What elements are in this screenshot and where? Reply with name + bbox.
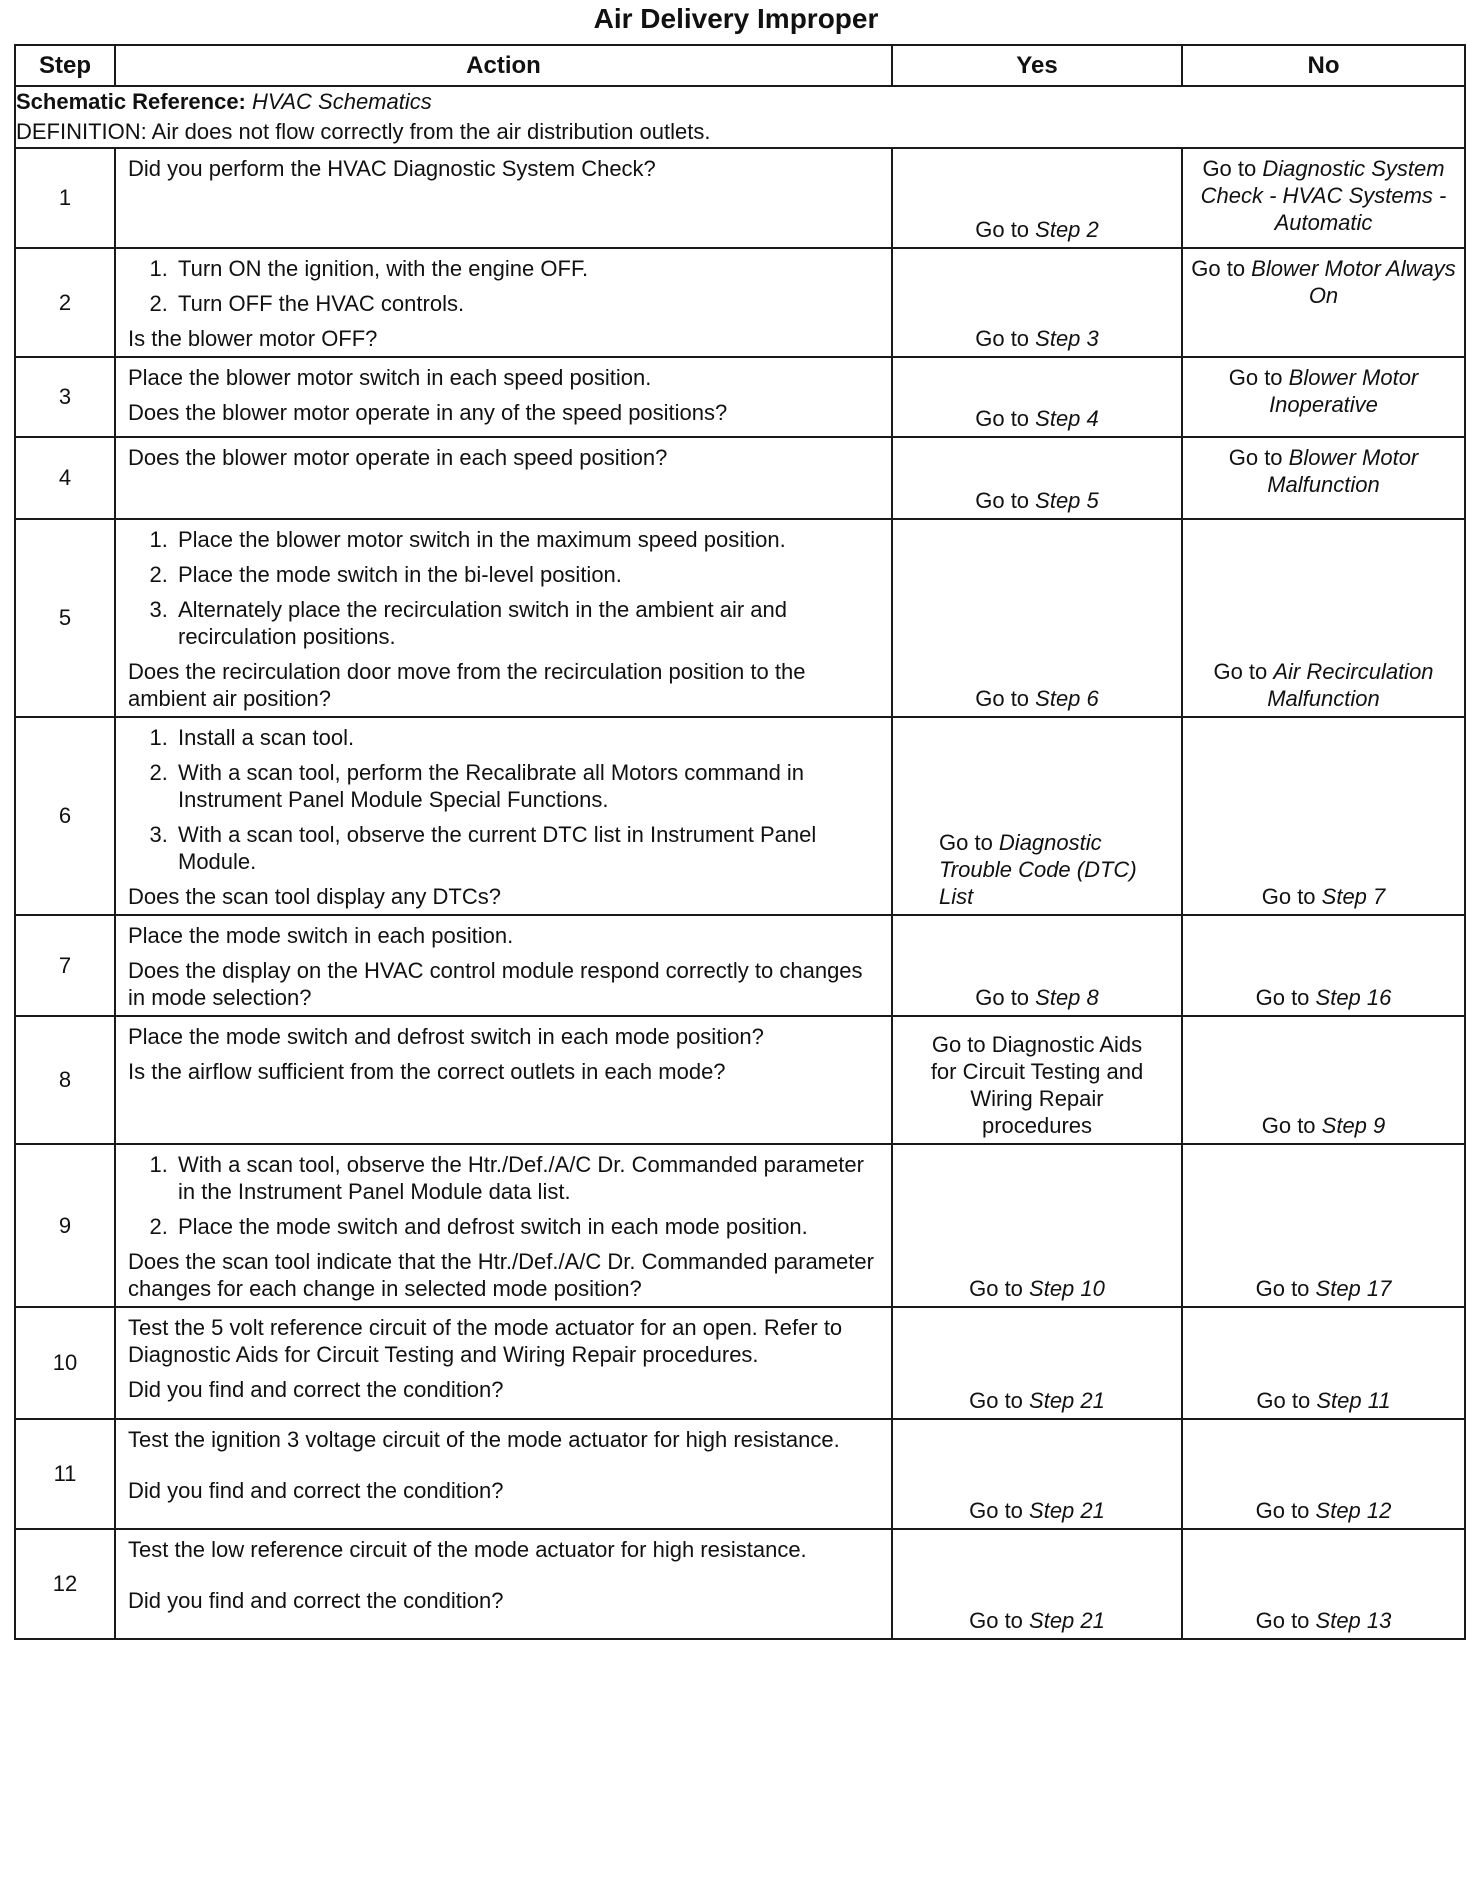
no-link[interactable] bbox=[1189, 1497, 1458, 1524]
no-prefix: Go to bbox=[1191, 256, 1252, 281]
yes-cell bbox=[892, 1529, 1182, 1639]
step-number: 12 bbox=[15, 1529, 115, 1639]
action-list-item: 2. Place the mode switch in the bi-level position. bbox=[174, 561, 879, 588]
no-link[interactable] bbox=[1189, 1112, 1458, 1139]
yes-target[interactable]: Step 21 bbox=[1029, 1498, 1105, 1523]
no-cell bbox=[1182, 1419, 1465, 1529]
yes-cell bbox=[892, 1419, 1182, 1529]
no-cell bbox=[1182, 915, 1465, 1016]
yes-cell bbox=[892, 1016, 1182, 1144]
no-prefix: Go to bbox=[1261, 1113, 1322, 1138]
action-cell bbox=[115, 1419, 892, 1529]
yes-cell bbox=[892, 437, 1182, 519]
yes-prefix: Go to bbox=[975, 488, 1036, 513]
no-target[interactable]: Blower Motor Inoperative bbox=[1269, 365, 1419, 417]
yes-target[interactable]: Step 4 bbox=[1035, 406, 1099, 431]
definition-text: DEFINITION: Air does not flow correctly from the air distribution outlets. bbox=[16, 119, 711, 144]
no-cell bbox=[1182, 1144, 1465, 1307]
action-line: Is the airflow sufficient from the correct outlets in each mode? bbox=[128, 1059, 726, 1084]
yes-target[interactable]: Step 21 bbox=[1029, 1608, 1105, 1633]
page-title: Air Delivery Improper bbox=[593, 3, 879, 34]
action-line: Does the display on the HVAC control module respond correctly to changes in mode selection? bbox=[128, 958, 863, 1010]
yes-prefix: Go to bbox=[969, 1498, 1030, 1523]
table-row bbox=[15, 1016, 1465, 1144]
action-list-item: 2. Place the mode switch and defrost switch in each mode position. bbox=[174, 1213, 879, 1240]
no-link[interactable] bbox=[1189, 1275, 1458, 1302]
yes-target[interactable]: Diagnostic Trouble Code (DTC) List bbox=[939, 830, 1137, 909]
step-number: 11 bbox=[15, 1419, 115, 1529]
no-cell bbox=[1182, 248, 1465, 357]
no-prefix: Go to bbox=[1256, 1388, 1317, 1413]
action-question: Does the scan tool display any DTCs? bbox=[128, 884, 501, 909]
no-target[interactable]: Diagnostic System Check - HVAC Systems - Automatic bbox=[1200, 156, 1447, 235]
yes-cell bbox=[892, 248, 1182, 357]
yes-prefix: Go to bbox=[975, 326, 1036, 351]
yes-prefix: Go to bbox=[939, 830, 999, 855]
yes-link[interactable] bbox=[899, 1387, 1175, 1414]
no-target[interactable]: Air Recirculation Malfunction bbox=[1267, 659, 1434, 711]
action-list-item: 2. With a scan tool, perform the Recalibrate all Motors command in Instrument Panel Module Special Functions. bbox=[174, 759, 879, 813]
action-question: Does the recirculation door move from the recirculation position to the ambient air position? bbox=[128, 659, 806, 711]
no-link[interactable] bbox=[1189, 658, 1458, 712]
yes-prefix: Go to bbox=[969, 1608, 1030, 1633]
table-row bbox=[15, 717, 1465, 915]
yes-link[interactable] bbox=[899, 487, 1175, 514]
yes-target[interactable]: Step 21 bbox=[1029, 1388, 1105, 1413]
yes-link[interactable] bbox=[899, 829, 1175, 910]
no-target[interactable]: Step 17 bbox=[1315, 1276, 1392, 1301]
step-number: 4 bbox=[15, 437, 115, 519]
action-line: Test the low reference circuit of the mode actuator for high resistance. bbox=[128, 1537, 807, 1562]
header-no: No bbox=[1182, 45, 1465, 86]
header-row bbox=[15, 45, 1465, 86]
yes-target[interactable]: Step 2 bbox=[1035, 217, 1099, 242]
no-prefix: Go to bbox=[1255, 985, 1316, 1010]
action-line: Test the ignition 3 voltage circuit of the mode actuator for high resistance. bbox=[128, 1427, 840, 1452]
no-cell bbox=[1182, 1307, 1465, 1419]
header-action: Action bbox=[115, 45, 892, 86]
yes-link[interactable] bbox=[899, 984, 1175, 1011]
no-target[interactable]: Step 7 bbox=[1321, 884, 1386, 909]
step-number: 5 bbox=[15, 519, 115, 717]
no-prefix: Go to bbox=[1255, 1608, 1316, 1633]
no-cell bbox=[1182, 357, 1465, 437]
action-line: Does the blower motor operate in each speed position? bbox=[128, 445, 668, 470]
schematic-label: Schematic Reference: bbox=[16, 89, 246, 114]
action-list-item: 3. Alternately place the recirculation switch in the ambient air and recirculation positions. bbox=[174, 596, 879, 650]
header-yes: Yes bbox=[892, 45, 1182, 86]
action-list bbox=[128, 255, 879, 317]
yes-prefix: Go to bbox=[975, 217, 1036, 242]
no-cell bbox=[1182, 437, 1465, 519]
action-cell bbox=[115, 148, 892, 248]
yes-target[interactable]: Step 6 bbox=[1035, 686, 1099, 711]
no-cell bbox=[1182, 1016, 1465, 1144]
action-line: Test the 5 volt reference circuit of the mode actuator for an open. Refer to Diagnostic Aids for Circuit Testing and Wiring Repair procedures. bbox=[128, 1315, 843, 1367]
action-list bbox=[128, 1151, 879, 1240]
table-row bbox=[15, 148, 1465, 248]
no-prefix: Go to bbox=[1202, 156, 1263, 181]
yes-prefix: Go to bbox=[969, 1388, 1030, 1413]
yes-link[interactable] bbox=[899, 325, 1175, 352]
step-number: 3 bbox=[15, 357, 115, 437]
yes-link[interactable] bbox=[899, 405, 1175, 432]
table-row bbox=[15, 1529, 1465, 1639]
yes-cell bbox=[892, 915, 1182, 1016]
diagnostic-table bbox=[14, 44, 1466, 1640]
action-line: Place the mode switch and defrost switch in each mode position? bbox=[128, 1024, 764, 1049]
no-prefix: Go to bbox=[1261, 884, 1322, 909]
yes-text[interactable]: Go to Diagnostic Aids for Circuit Testing and Wiring Repair procedures bbox=[930, 1032, 1144, 1138]
no-prefix: Go to bbox=[1228, 365, 1289, 390]
no-target[interactable]: Step 11 bbox=[1316, 1388, 1391, 1413]
yes-link[interactable] bbox=[899, 1607, 1175, 1634]
no-cell bbox=[1182, 148, 1465, 248]
action-line: Did you find and correct the condition? bbox=[128, 1377, 504, 1402]
step-number: 1 bbox=[15, 148, 115, 248]
action-line: Place the blower motor switch in each speed position. bbox=[128, 365, 652, 390]
header-step: Step bbox=[15, 45, 115, 86]
action-cell bbox=[115, 1307, 892, 1419]
table-row bbox=[15, 248, 1465, 357]
action-cell bbox=[115, 248, 892, 357]
yes-cell bbox=[892, 1144, 1182, 1307]
action-line: Does the blower motor operate in any of the speed positions? bbox=[128, 400, 728, 425]
action-list-item: 1. Install a scan tool. bbox=[174, 724, 879, 751]
table-row bbox=[15, 915, 1465, 1016]
action-cell bbox=[115, 1144, 892, 1307]
action-cell bbox=[115, 717, 892, 915]
yes-link[interactable] bbox=[899, 685, 1175, 712]
schematic-link[interactable]: HVAC Schematics bbox=[252, 89, 432, 114]
table-row bbox=[15, 519, 1465, 717]
yes-cell bbox=[892, 357, 1182, 437]
yes-target[interactable]: Step 8 bbox=[1035, 985, 1099, 1010]
yes-link[interactable] bbox=[899, 1275, 1175, 1302]
step-number: 10 bbox=[15, 1307, 115, 1419]
no-prefix: Go to bbox=[1213, 659, 1274, 684]
action-list-item: 1. Turn ON the ignition, with the engine OFF. bbox=[174, 255, 879, 282]
action-list-item: 2. Turn OFF the HVAC controls. bbox=[174, 290, 879, 317]
no-link[interactable] bbox=[1189, 364, 1458, 418]
action-line: Did you find and correct the condition? bbox=[128, 1588, 504, 1613]
yes-target[interactable]: Step 10 bbox=[1029, 1276, 1105, 1301]
schematic-cell bbox=[15, 86, 1465, 148]
yes-prefix: Go to bbox=[975, 406, 1036, 431]
no-link[interactable] bbox=[1189, 255, 1458, 309]
action-cell bbox=[115, 519, 892, 717]
action-cell bbox=[115, 437, 892, 519]
action-line: Place the mode switch in each position. bbox=[128, 923, 514, 948]
action-question: Does the scan tool indicate that the Htr./Def./A/C Dr. Commanded parameter changes for each change in selected mode position? bbox=[128, 1249, 874, 1301]
table-row bbox=[15, 1307, 1465, 1419]
action-cell bbox=[115, 357, 892, 437]
yes-prefix: Go to bbox=[969, 1276, 1030, 1301]
action-question: Is the blower motor OFF? bbox=[128, 326, 378, 351]
no-target[interactable]: Step 13 bbox=[1315, 1608, 1392, 1633]
no-cell bbox=[1182, 717, 1465, 915]
action-line: Did you find and correct the condition? bbox=[128, 1478, 504, 1503]
yes-cell bbox=[892, 717, 1182, 915]
no-link[interactable] bbox=[1189, 155, 1458, 236]
yes-link[interactable] bbox=[899, 1497, 1175, 1524]
action-list bbox=[128, 526, 879, 650]
no-cell bbox=[1182, 1529, 1465, 1639]
yes-prefix: Go to bbox=[975, 985, 1036, 1010]
no-prefix: Go to bbox=[1255, 1276, 1316, 1301]
yes-target[interactable]: Step 3 bbox=[1035, 326, 1099, 351]
yes-cell bbox=[892, 148, 1182, 248]
table-row bbox=[15, 357, 1465, 437]
action-cell bbox=[115, 1529, 892, 1639]
no-link[interactable] bbox=[1189, 883, 1458, 910]
yes-prefix: Go to bbox=[975, 686, 1036, 711]
yes-cell bbox=[892, 1307, 1182, 1419]
action-cell bbox=[115, 915, 892, 1016]
no-link[interactable] bbox=[1189, 984, 1458, 1011]
table-body bbox=[15, 86, 1465, 1639]
yes-cell bbox=[892, 519, 1182, 717]
schematic-row bbox=[15, 86, 1465, 148]
no-target[interactable]: Step 9 bbox=[1321, 1113, 1386, 1138]
action-list-item: 3. With a scan tool, observe the current DTC list in Instrument Panel Module. bbox=[174, 821, 879, 875]
step-number: 8 bbox=[15, 1016, 115, 1144]
table-row bbox=[15, 1144, 1465, 1307]
no-target[interactable]: Step 16 bbox=[1315, 985, 1392, 1010]
no-link[interactable] bbox=[1189, 1387, 1458, 1414]
no-prefix: Go to bbox=[1228, 445, 1289, 470]
no-link[interactable] bbox=[1189, 1607, 1458, 1634]
action-line: Did you perform the HVAC Diagnostic System Check? bbox=[128, 156, 656, 181]
action-cell bbox=[115, 1016, 892, 1144]
action-list-item: 1. With a scan tool, observe the Htr./Def./A/C Dr. Commanded parameter in the Instrument Panel Module data list. bbox=[174, 1151, 879, 1205]
no-link[interactable] bbox=[1189, 444, 1458, 498]
action-list bbox=[128, 724, 879, 875]
no-cell bbox=[1182, 519, 1465, 717]
table-row bbox=[15, 1419, 1465, 1529]
no-prefix: Go to bbox=[1255, 1498, 1316, 1523]
step-number: 2 bbox=[15, 248, 115, 357]
yes-link[interactable] bbox=[899, 216, 1175, 243]
no-target[interactable]: Blower Motor Always On bbox=[1251, 256, 1456, 308]
action-list-item: 1. Place the blower motor switch in the maximum speed position. bbox=[174, 526, 879, 553]
step-number: 6 bbox=[15, 717, 115, 915]
step-number: 7 bbox=[15, 915, 115, 1016]
step-number: 9 bbox=[15, 1144, 115, 1307]
no-target[interactable]: Blower Motor Malfunction bbox=[1267, 445, 1419, 497]
no-target[interactable]: Step 12 bbox=[1315, 1498, 1392, 1523]
yes-target[interactable]: Step 5 bbox=[1035, 488, 1099, 513]
table-row bbox=[15, 437, 1465, 519]
